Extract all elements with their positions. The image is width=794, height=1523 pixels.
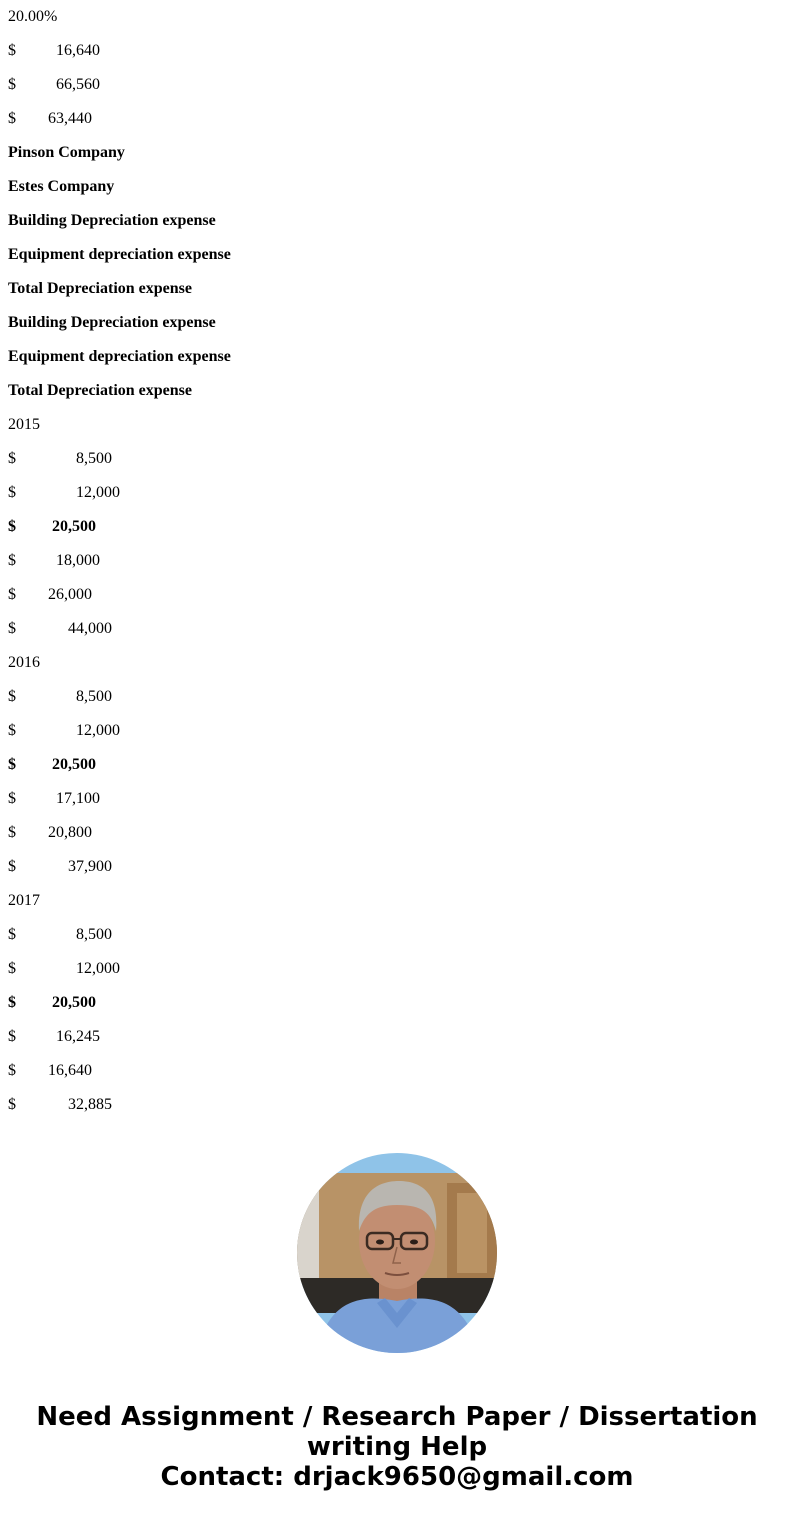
text-line: 2017 bbox=[8, 892, 40, 909]
text-line: $ 12,000 bbox=[8, 960, 120, 977]
text-line: $ 66,560 bbox=[8, 76, 100, 93]
text-line: $ 8,500 bbox=[8, 926, 112, 943]
heading-line: Equipment depreciation expense bbox=[8, 246, 231, 263]
heading-line: Building Depreciation expense bbox=[8, 314, 216, 331]
text-line: $ 44,000 bbox=[8, 620, 112, 637]
text-line: $ 16,640 bbox=[8, 42, 100, 59]
heading-line: Total Depreciation expense bbox=[8, 382, 192, 399]
text-line: $ 16,245 bbox=[8, 1028, 100, 1045]
text-line: $ 8,500 bbox=[8, 450, 112, 467]
text-line: $ 26,000 bbox=[8, 586, 92, 603]
person-photo-icon bbox=[297, 1153, 497, 1353]
heading-line: $ 20,500 bbox=[8, 518, 96, 535]
text-line: $ 16,640 bbox=[8, 1062, 92, 1079]
document-lines bbox=[8, 7, 768, 1129]
text-line: $ 18,000 bbox=[8, 552, 100, 569]
text-line: $ 32,885 bbox=[8, 1096, 112, 1113]
heading-line: Estes Company bbox=[8, 178, 115, 195]
heading-line: Total Depreciation expense bbox=[8, 280, 192, 297]
text-line: $ 12,000 bbox=[8, 722, 120, 739]
contact-email: Contact: drjack9650@gmail.com bbox=[160, 1462, 634, 1492]
text-line: $ 8,500 bbox=[8, 688, 112, 705]
heading-line: $ 20,500 bbox=[8, 756, 96, 773]
text-line: $ 12,000 bbox=[8, 484, 120, 501]
heading-line: Equipment depreciation expense bbox=[8, 348, 231, 365]
text-line: $ 20,800 bbox=[8, 824, 92, 841]
text-line: 2016 bbox=[8, 654, 40, 671]
author-avatar bbox=[297, 1153, 497, 1353]
text-line: $ 17,100 bbox=[8, 790, 100, 807]
text-line: $ 63,440 bbox=[8, 110, 92, 127]
heading-line: Pinson Company bbox=[8, 144, 125, 161]
heading-line: $ 20,500 bbox=[8, 994, 96, 1011]
heading-line: Building Depreciation expense bbox=[8, 212, 216, 229]
help-headline: Need Assignment / Research Paper / Dissertation writing Help bbox=[36, 1402, 758, 1462]
text-line: 20.00% bbox=[8, 8, 58, 25]
contact-banner bbox=[0, 1402, 794, 1492]
text-line: 2015 bbox=[8, 416, 40, 433]
text-line: $ 37,900 bbox=[8, 858, 112, 875]
